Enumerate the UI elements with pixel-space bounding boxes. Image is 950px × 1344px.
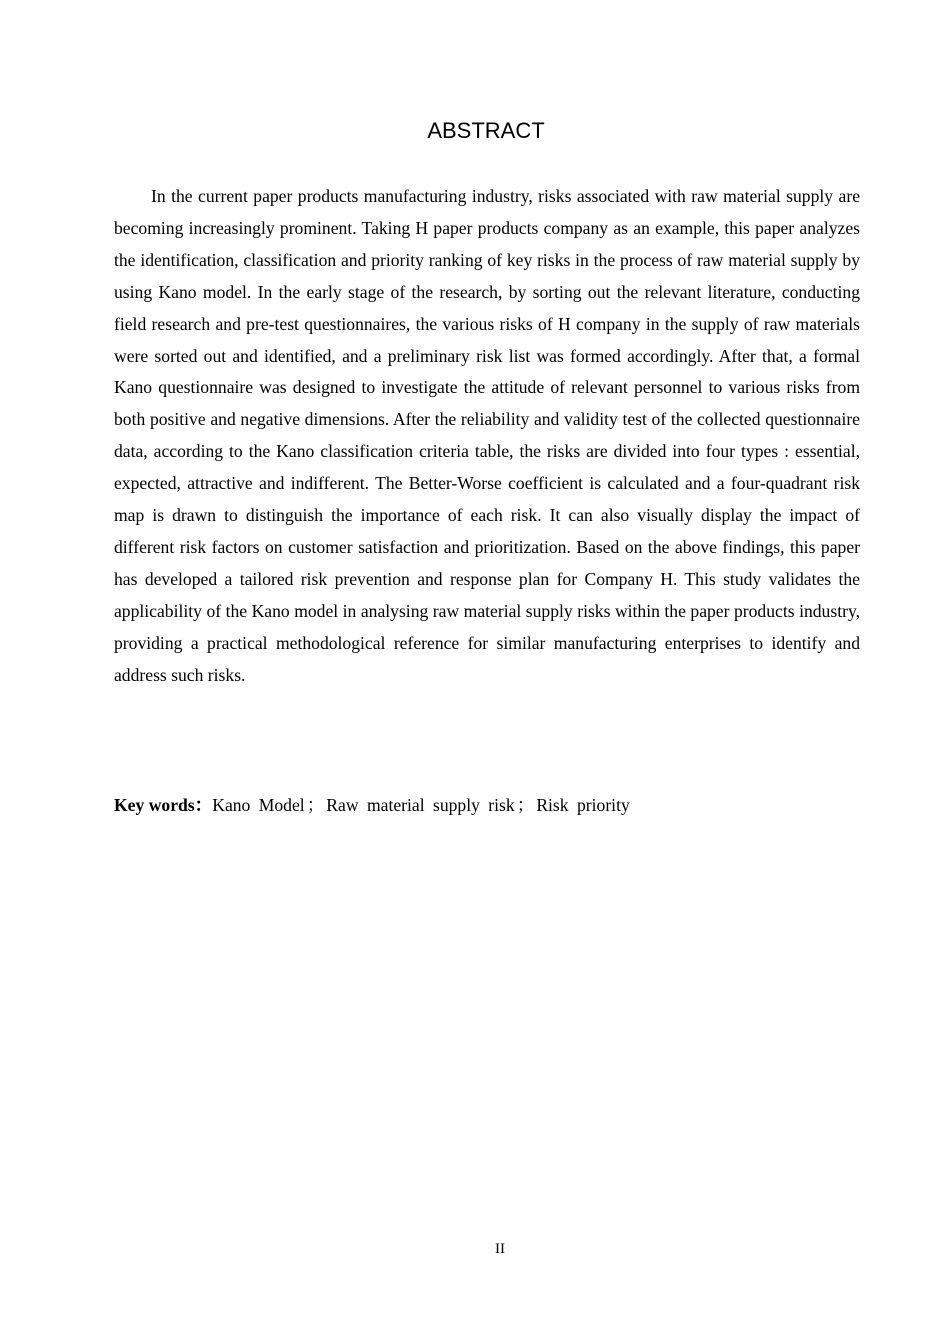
keywords-label: Key words： bbox=[114, 795, 213, 815]
keyword-item: Risk priority bbox=[536, 795, 630, 815]
page-number: II bbox=[495, 1241, 505, 1257]
keywords-line bbox=[114, 790, 860, 820]
abstract-body: In the current paper products manufacturing industry, risks associated with raw material supply are becoming increasingly prominent. Taking H paper products company as an example, this paper analyzes the identification, classification and priority ranking of key risks in the process of raw material supply by using Kano model. In the early stage of the research, by sorting out the relevant literature, conducting field research and pre-test questionnaires, the various risks of H company in the supply of raw materials were sorted out and identified, and a preliminary risk list was formed accordingly. After that, a formal Kano questionnaire was designed to investigate the attitude of relevant personnel to various risks from both positive and negative dimensions. After the reliability and validity test of the collected questionnaire data, according to the Kano classification criteria table, the risks are divided into four types : essential, expected, attractive and indifferent. The Better-Worse coefficient is calculated and a four-quadrant risk map is drawn to distinguish the importance of each risk. It can also visually display the impact of different risk factors on customer satisfaction and prioritization. Based on the above findings, this paper has developed a tailored risk prevention and response plan for Company H. This study validates the applicability of the Kano model in analysing raw material supply risks within the paper products industry, providing a practical methodological reference for similar manufacturing enterprises to identify and address such risks. bbox=[114, 186, 860, 685]
keyword-separator: ； bbox=[306, 795, 325, 815]
abstract-title: ABSTRACT bbox=[427, 118, 545, 143]
keyword-separator: ； bbox=[516, 795, 535, 815]
keyword-item: Kano Model bbox=[212, 795, 305, 815]
keyword-item: Raw material supply risk bbox=[326, 795, 515, 815]
